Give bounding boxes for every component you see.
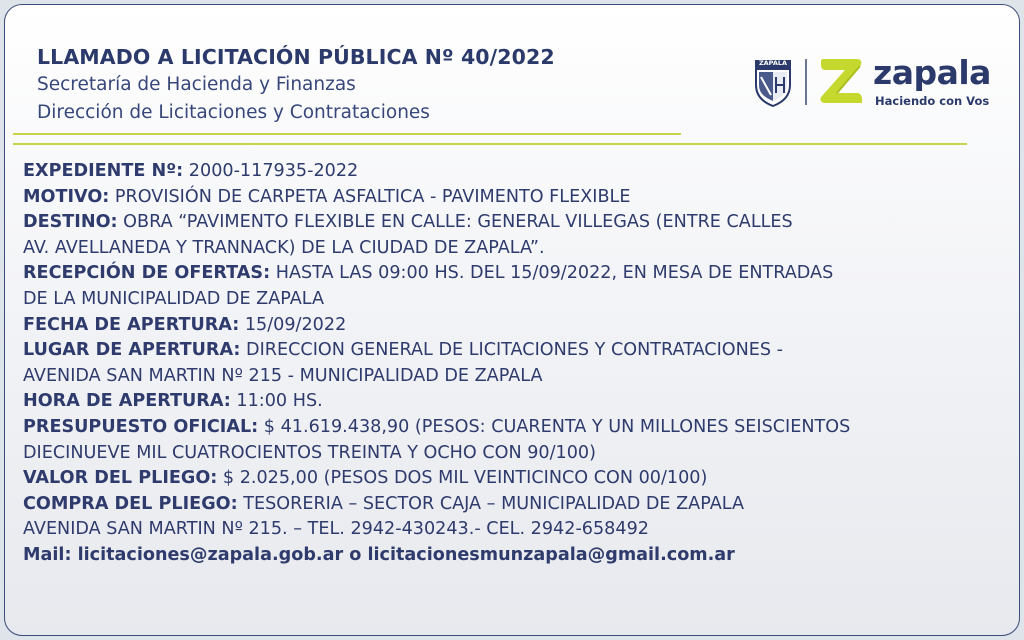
fecha-row	[23, 313, 1019, 339]
recepcion-label: RECEPCIÓN DE OFERTAS:	[23, 263, 271, 284]
destino-value: OBRA “PAVIMENTO FLEXIBLE EN CALLE: GENERAL VILLEGAS (ENTRE CALLES	[117, 212, 793, 233]
compra-row-cont: AVENIDA SAN MARTIN Nº 215. – TEL. 2942-430243.- CEL. 2942-658492	[23, 519, 649, 540]
secretaria-name: Secretaría de Hacienda y Finanzas	[37, 74, 356, 95]
compra-row	[23, 492, 1019, 518]
lugar-value: DIRECCION GENERAL DE LICITACIONES Y CONTRATACIONES -	[240, 340, 784, 361]
recepcion-value: HASTA LAS 09:00 HS. DEL 15/09/2022, EN MESA DE ENTRADAS	[270, 263, 834, 284]
notice-title: LLAMADO A LICITACIÓN PÚBLICA Nº 40/2022	[37, 45, 555, 69]
direccion-name: Dirección de Licitaciones y Contrataciones	[37, 102, 430, 123]
lugar-label: LUGAR DE APERTURA:	[23, 340, 241, 361]
brand-tagline: Haciendo con Vos	[875, 94, 990, 108]
motivo-value: PROVISIÓN DE CARPETA ASFALTICA - PAVIMENTO FLEXIBLE	[109, 186, 631, 207]
valor-value: $ 2.025,00 (PESOS DOS MIL VEINTICINCO CON 00/100)	[217, 468, 708, 489]
fecha-label: FECHA DE APERTURA:	[23, 314, 240, 335]
destino-row	[23, 210, 1019, 236]
compra-label: COMPRA DEL PLIEGO:	[23, 493, 238, 514]
compra-value: TESORERIA – SECTOR CAJA – MUNICIPALIDAD DE ZAPALA	[237, 493, 744, 514]
valor-row	[23, 466, 1019, 492]
presupuesto-row-cont: DIECINUEVE MIL CUATROCIENTOS TREINTA Y OCHO CON 90/100)	[23, 442, 596, 463]
presupuesto-value: $ 41.619.438,90 (PESOS: CUARENTA Y UN MILLONES SEISCIENTOS	[258, 416, 851, 437]
hora-value: 11:00 HS.	[230, 391, 323, 412]
destino-label: DESTINO:	[23, 212, 118, 233]
hora-label: HORA DE APERTURA:	[23, 391, 231, 412]
recepcion-row-cont: DE LA MUNICIPALIDAD DE ZAPALA	[23, 288, 325, 309]
header-rule-long	[13, 143, 967, 145]
lugar-row-cont: AVENIDA SAN MARTIN Nº 215 - MUNICIPALIDAD DE ZAPALA	[23, 365, 543, 386]
valor-label: VALOR DEL PLIEGO:	[23, 468, 218, 489]
shield-label: ZAPALA	[758, 59, 788, 67]
notice-body	[23, 159, 1019, 569]
logo-divider	[805, 59, 807, 105]
hora-row	[23, 389, 1019, 415]
notice-header	[37, 43, 555, 127]
brand-name: zapala	[873, 53, 991, 92]
recepcion-row	[23, 261, 1019, 287]
expediente-value: 2000-117935-2022	[183, 161, 359, 181]
expediente-row	[23, 159, 1019, 185]
zapala-z-icon	[817, 55, 865, 107]
presupuesto-row	[23, 415, 1019, 441]
destino-row-cont: AV. AVELLANEDA Y TRANNACK) DE LA CIUDAD DE ZAPALA”.	[23, 237, 545, 258]
motivo-label: MOTIVO:	[23, 186, 110, 207]
mail-row: Mail: licitaciones@zapala.gob.ar o licitacionesmunzapala@gmail.com.ar	[23, 544, 735, 565]
motivo-row	[23, 185, 1019, 211]
expediente-label: EXPEDIENTE Nº:	[23, 161, 184, 181]
header-rule-short	[13, 133, 681, 135]
zapala-logo	[753, 53, 1003, 113]
tender-notice-card	[4, 4, 1020, 636]
fecha-value: 15/09/2022	[239, 314, 347, 335]
presupuesto-label: PRESUPUESTO OFICIAL:	[23, 416, 259, 437]
lugar-row	[23, 338, 1019, 364]
